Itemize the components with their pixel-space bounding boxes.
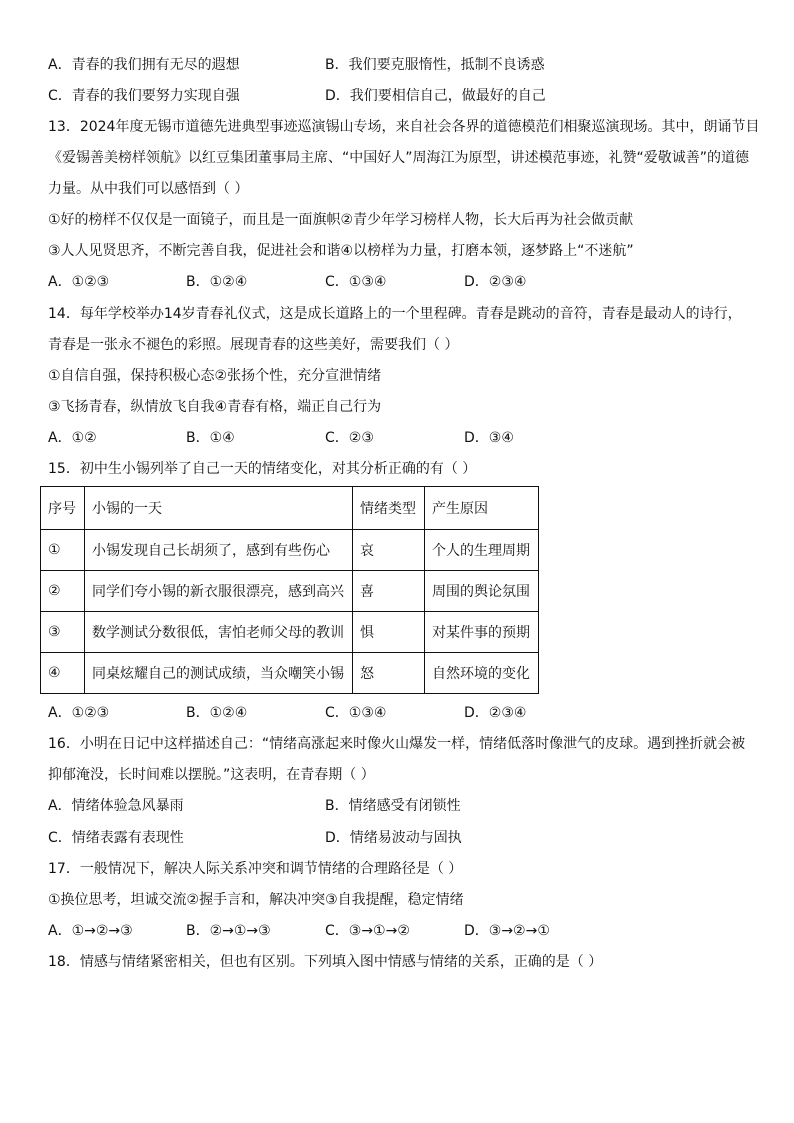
table-header-row [41,487,539,530]
table-row [41,653,539,694]
q17-stem: 17．一般情况下，解决人际关系冲突和调节情绪的合理路径是（ ） [48,861,463,877]
q17-option-a: A．①→②→③ [48,923,133,939]
q16-stem-line2: 抑郁淹没，长时间难以摆脱。”这表明，在青春期（ ） [48,767,375,783]
q12-option-a: A．青春的我们拥有无尽的遐想 [48,57,240,73]
table-cell: 同桌炫耀自己的测试成绩，当众嘲笑小锡 [85,653,353,694]
q17-option-b: B．②→①→③ [186,923,271,939]
q12-option-c: C．青春的我们要努力实现自强 [48,88,240,104]
q13-option-b: B．①②④ [186,274,248,290]
table-cell: 个人的生理周期 [425,530,539,571]
q17-items: ①换位思考，坦诚交流②握手言和，解决冲突③自我提醒，稳定情绪 [48,892,464,908]
table-cell: ④ [41,653,85,694]
q12-option-d: D．我们要相信自己，做最好的自己 [325,88,546,104]
q15-option-d: D．②③④ [464,705,527,721]
q15-table [40,486,539,694]
q15-option-a: A．①②③ [48,705,110,721]
table-cell: ② [41,571,85,612]
q13-option-c: C．①③④ [325,274,387,290]
q14-stem-line2: 青春是一张永不褪色的彩照。展现青春的这些美好，需要我们（ ） [48,337,459,353]
q14-option-b: B．①④ [186,430,235,446]
q14-option-c: C．②③ [325,430,374,446]
q13-option-a: A．①②③ [48,274,110,290]
q18-stem: 18．情感与情绪紧密相关，但也有区别。下列填入图中情感与情绪的关系，正确的是（ ） [48,954,603,970]
table-cell: ③ [41,612,85,653]
q15-option-b: B．①②④ [186,705,248,721]
table-cell: 对某件事的预期 [425,612,539,653]
table-row [41,530,539,571]
table-header-cell: 小锡的一天 [85,487,353,530]
q15-stem: 15．初中生小锡列举了自己一天的情绪变化，对其分析正确的有（ ） [48,461,477,477]
table-row [41,571,539,612]
q16-option-a: A．情绪体验急风暴雨 [48,798,184,814]
q13-stem-line2: 《爱锡善美榜样领航》以红豆集团董事局主席、“中国好人”周海江为原型，讲述模范事迹，礼赞“爱敬诚善”的道德 [48,150,750,166]
q12-option-b: B．我们要克服惰性，抵制不良诱惑 [325,57,545,73]
q15-option-c: C．①③④ [325,705,387,721]
table-cell: 自然环境的变化 [425,653,539,694]
q16-stem-line1: 16．小明在日记中这样描述自己：“情绪高涨起来时像火山爆发一样，情绪低落时像泄气的皮球。遇到挫折就会被 [48,736,746,752]
q13-stem-line3: 力量。从中我们可以感悟到（ ） [48,181,249,197]
table-cell: 周围的舆论氛围 [425,571,539,612]
q16-option-b: B．情绪感受有闭锁性 [325,798,461,814]
table-cell: 喜 [353,571,425,612]
q13-items-line2: ③人人见贤思齐，不断完善自我，促进社会和谐④以榜样为力量，打磨本领，逐梦路上“不迷航” [48,243,634,259]
q14-items-line2: ③飞扬青春，纵情放飞自我④青春有格，端正自己行为 [48,399,382,415]
q17-option-c: C．③→①→② [325,923,410,939]
table-cell: 惧 [353,612,425,653]
q16-option-c: C．情绪表露有表现性 [48,830,184,846]
table-header-cell: 产生原因 [425,487,539,530]
q14-option-d: D．③④ [464,430,514,446]
q13-option-d: D．②③④ [464,274,527,290]
table-cell: 同学们夸小锡的新衣服很漂亮，感到高兴 [85,571,353,612]
table-cell: 小锡发现自己长胡须了，感到有些伤心 [85,530,353,571]
table-row [41,612,539,653]
q16-option-d: D．情绪易波动与固执 [325,830,462,846]
table-header-cell: 序号 [41,487,85,530]
table-header-cell: 情绪类型 [353,487,425,530]
q17-option-d: D．③→②→① [464,923,550,939]
table-cell: 哀 [353,530,425,571]
q13-stem-line1: 13．2024年度无锡市道德先进典型事迹巡演锡山专场，来自社会各界的道德模范们相聚巡演现场。其中，朗诵节目 [48,119,760,135]
table-cell: 数学测试分数很低，害怕老师父母的教训 [85,612,353,653]
table-cell: 怒 [353,653,425,694]
q14-option-a: A．①② [48,430,97,446]
q14-items-line1: ①自信自强，保持积极心态②张扬个性，充分宣泄情绪 [48,368,382,384]
q14-stem-line1: 14．每年学校举办14岁青春礼仪式，这是成长道路上的一个里程碑。青春是跳动的音符，青春是最动人的诗行， [48,306,742,322]
table-cell: ① [41,530,85,571]
q13-items-line1: ①好的榜样不仅仅是一面镜子，而且是一面旗帜②青少年学习榜样人物，长大后再为社会做贡献 [48,212,634,228]
